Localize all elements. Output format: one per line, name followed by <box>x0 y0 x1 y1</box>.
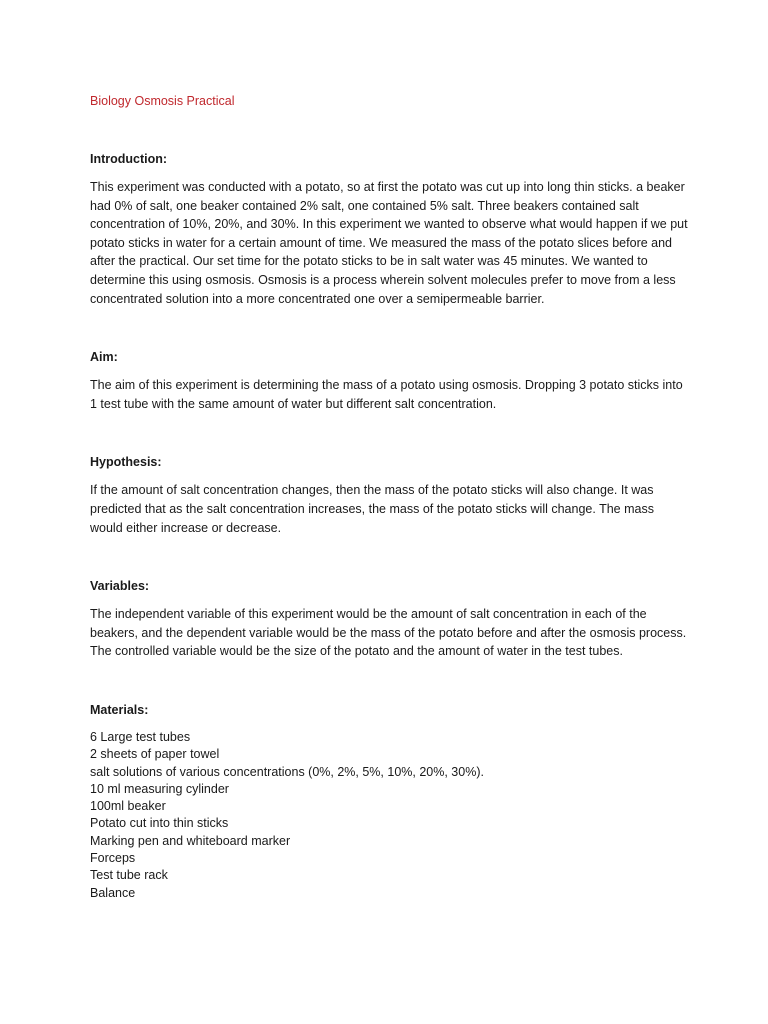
list-item: Potato cut into thin sticks <box>90 816 229 831</box>
list-item: Marking pen and whiteboard marker <box>90 833 291 848</box>
list-item: 2 sheets of paper towel <box>90 747 220 762</box>
list-item: Test tube rack <box>90 868 168 883</box>
list-item: Forceps <box>90 850 136 865</box>
list-item: 100ml beaker <box>90 799 166 814</box>
document-title: Biology Osmosis Practical <box>90 94 235 108</box>
aim-heading: Aim: <box>90 350 118 365</box>
list-item: 6 Large test tubes <box>90 729 191 744</box>
list-item: Balance <box>90 885 136 900</box>
section-variables <box>90 577 690 661</box>
document-page <box>90 92 690 902</box>
materials-heading: Materials: <box>90 702 149 717</box>
section-aim <box>90 348 690 413</box>
list-item: salt solutions of various concentrations (0%, 2%, 5%, 10%, 20%, 30%). <box>90 764 484 779</box>
introduction-paragraph: This experiment was conducted with a potato, so at first the potato was cut up into long thin sticks. a beaker had 0% of salt, one beaker contained 2% salt, one contained 5% salt. Three beakers contained salt concentration of 10%, 20%, and 30%. In this experiment we wanted to observe what would happen if we put potato sticks in water for a certain amount of time. We measured the mass of the potato slices before and after the practical. Our set time for the potato sticks to be in salt water was 45 minutes. We wanted to determine this using osmosis. Osmosis is a process wherein solvent molecules prefer to move from a less concentrated solution into a more concentrated one over a semipermeable barrier. <box>90 180 688 306</box>
materials-list <box>90 729 690 902</box>
variables-heading: Variables: <box>90 579 150 594</box>
hypothesis-paragraph: If the amount of salt concentration changes, then the mass of the potato sticks will also change. It was predicted that as the salt concentration increases, the mass of the potato sticks will change. The mass would either increase or decrease. <box>90 483 654 535</box>
section-hypothesis <box>90 453 690 537</box>
section-introduction <box>90 150 690 308</box>
list-item: 10 ml measuring cylinder <box>90 781 229 796</box>
section-materials <box>90 701 690 902</box>
hypothesis-heading: Hypothesis: <box>90 455 162 470</box>
aim-paragraph: The aim of this experiment is determining the mass of a potato using osmosis. Dropping 3 potato sticks into 1 test tube with the same amount of water but different salt concentration. <box>90 378 683 411</box>
variables-paragraph: The independent variable of this experiment would be the amount of salt concentration in each of the beakers, and the dependent variable would be the mass of the potato before and after the osmosis process. The controlled variable would be the size of the potato and the amount of water in the test tubes. <box>90 607 687 659</box>
introduction-heading: Introduction: <box>90 152 168 166</box>
